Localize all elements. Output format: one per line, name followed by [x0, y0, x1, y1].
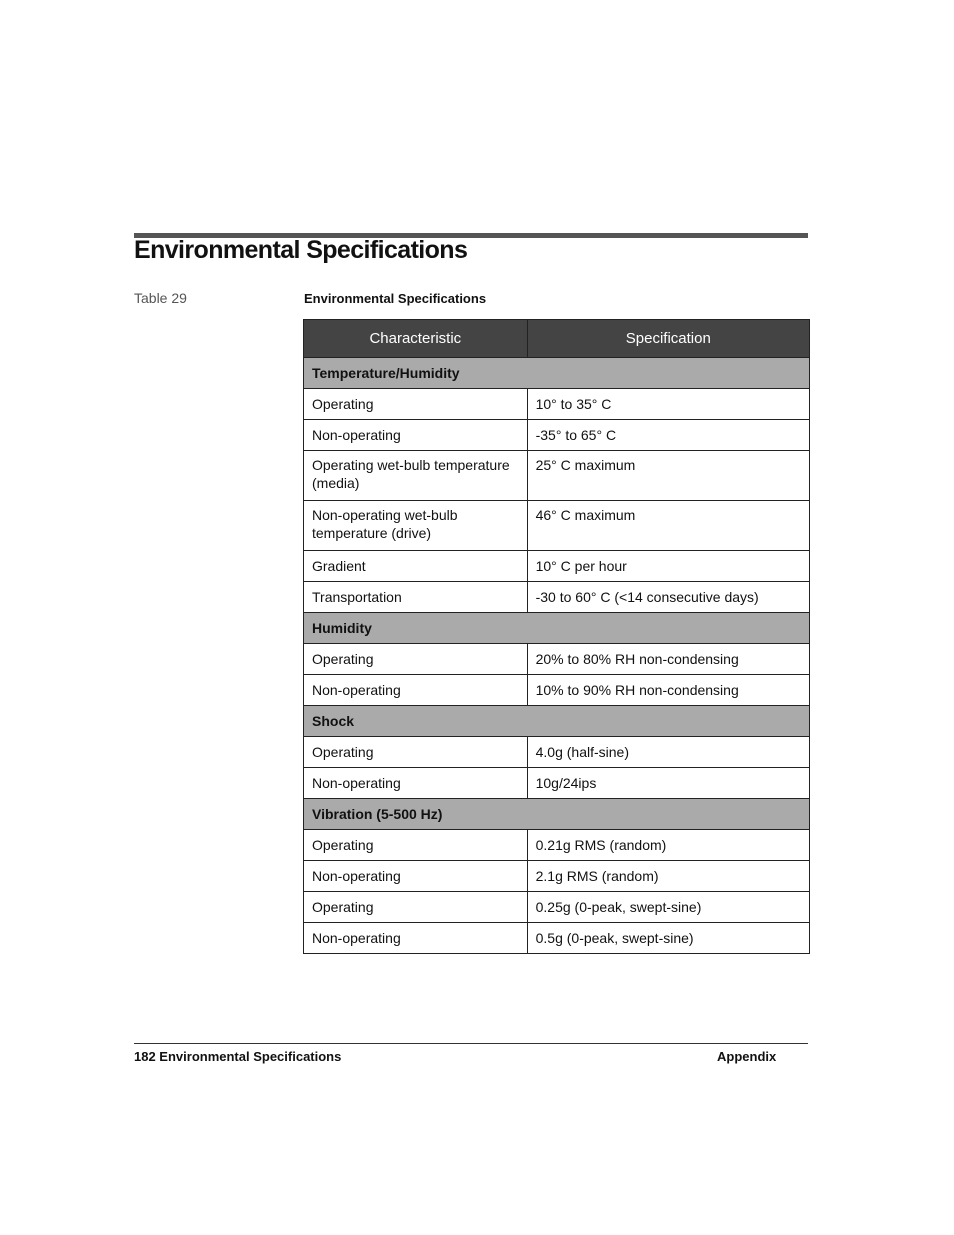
section-label: Humidity — [304, 613, 810, 644]
table-row — [304, 501, 810, 551]
characteristic-cell: Non-operating — [304, 861, 528, 892]
table-row — [304, 737, 810, 768]
table-row — [304, 861, 810, 892]
characteristic-cell: Operating — [304, 830, 528, 861]
characteristic-cell: Transportation — [304, 582, 528, 613]
specification-cell: 10° C per hour — [527, 551, 809, 582]
specification-cell: 4.0g (half-sine) — [527, 737, 809, 768]
header-characteristic: Characteristic — [304, 320, 528, 358]
specification-cell: 2.1g RMS (random) — [527, 861, 809, 892]
environmental-spec-table — [303, 319, 810, 954]
characteristic-cell: Gradient — [304, 551, 528, 582]
table-row — [304, 582, 810, 613]
section-row — [304, 799, 810, 830]
table-row — [304, 675, 810, 706]
header-specification: Specification — [527, 320, 809, 358]
characteristic-cell: Non-operating — [304, 923, 528, 954]
table-caption: Environmental Specifications — [304, 291, 487, 306]
table-header-row — [304, 320, 810, 358]
specification-cell: 10° to 35° C — [527, 389, 809, 420]
section-label: Shock — [304, 706, 810, 737]
characteristic-cell: Operating wet-bulb temperature (media) — [304, 451, 528, 501]
table-number-label: Table 29 — [134, 290, 187, 306]
specification-cell: 0.25g (0-peak, swept-sine) — [527, 892, 809, 923]
characteristic-cell: Operating — [304, 644, 528, 675]
table-row — [304, 892, 810, 923]
table-row — [304, 389, 810, 420]
section-label: Vibration (5-500 Hz) — [304, 799, 810, 830]
specification-cell: -35° to 65° C — [527, 420, 809, 451]
characteristic-cell: Non-operating — [304, 768, 528, 799]
specification-cell: 20% to 80% RH non-condensing — [527, 644, 809, 675]
characteristic-cell: Non-operating — [304, 675, 528, 706]
page-title: Environmental Specifications — [134, 236, 468, 264]
specification-cell: 25° C maximum — [527, 451, 809, 501]
table-row — [304, 644, 810, 675]
characteristic-cell: Non-operating — [304, 420, 528, 451]
table-row — [304, 923, 810, 954]
specification-cell: 0.5g (0-peak, swept-sine) — [527, 923, 809, 954]
specification-cell: -30 to 60° C (<14 consecutive days) — [527, 582, 809, 613]
characteristic-cell: Non-operating wet-bulb temperature (drive) — [304, 501, 528, 551]
characteristic-cell: Operating — [304, 389, 528, 420]
footer-rule — [134, 1043, 808, 1044]
section-row — [304, 706, 810, 737]
table-row — [304, 451, 810, 501]
table-row — [304, 830, 810, 861]
characteristic-cell: Operating — [304, 892, 528, 923]
specification-cell: 46° C maximum — [527, 501, 809, 551]
table-row — [304, 768, 810, 799]
specification-cell: 10% to 90% RH non-condensing — [527, 675, 809, 706]
characteristic-cell: Operating — [304, 737, 528, 768]
table-row — [304, 420, 810, 451]
footer-chapter: Appendix — [717, 1049, 777, 1064]
specification-cell: 0.21g RMS (random) — [527, 830, 809, 861]
section-row — [304, 613, 810, 644]
specification-cell: 10g/24ips — [527, 768, 809, 799]
section-row — [304, 358, 810, 389]
section-label: Temperature/Humidity — [304, 358, 810, 389]
table-row — [304, 551, 810, 582]
footer-page-section: 182 Environmental Specifications — [134, 1049, 342, 1064]
